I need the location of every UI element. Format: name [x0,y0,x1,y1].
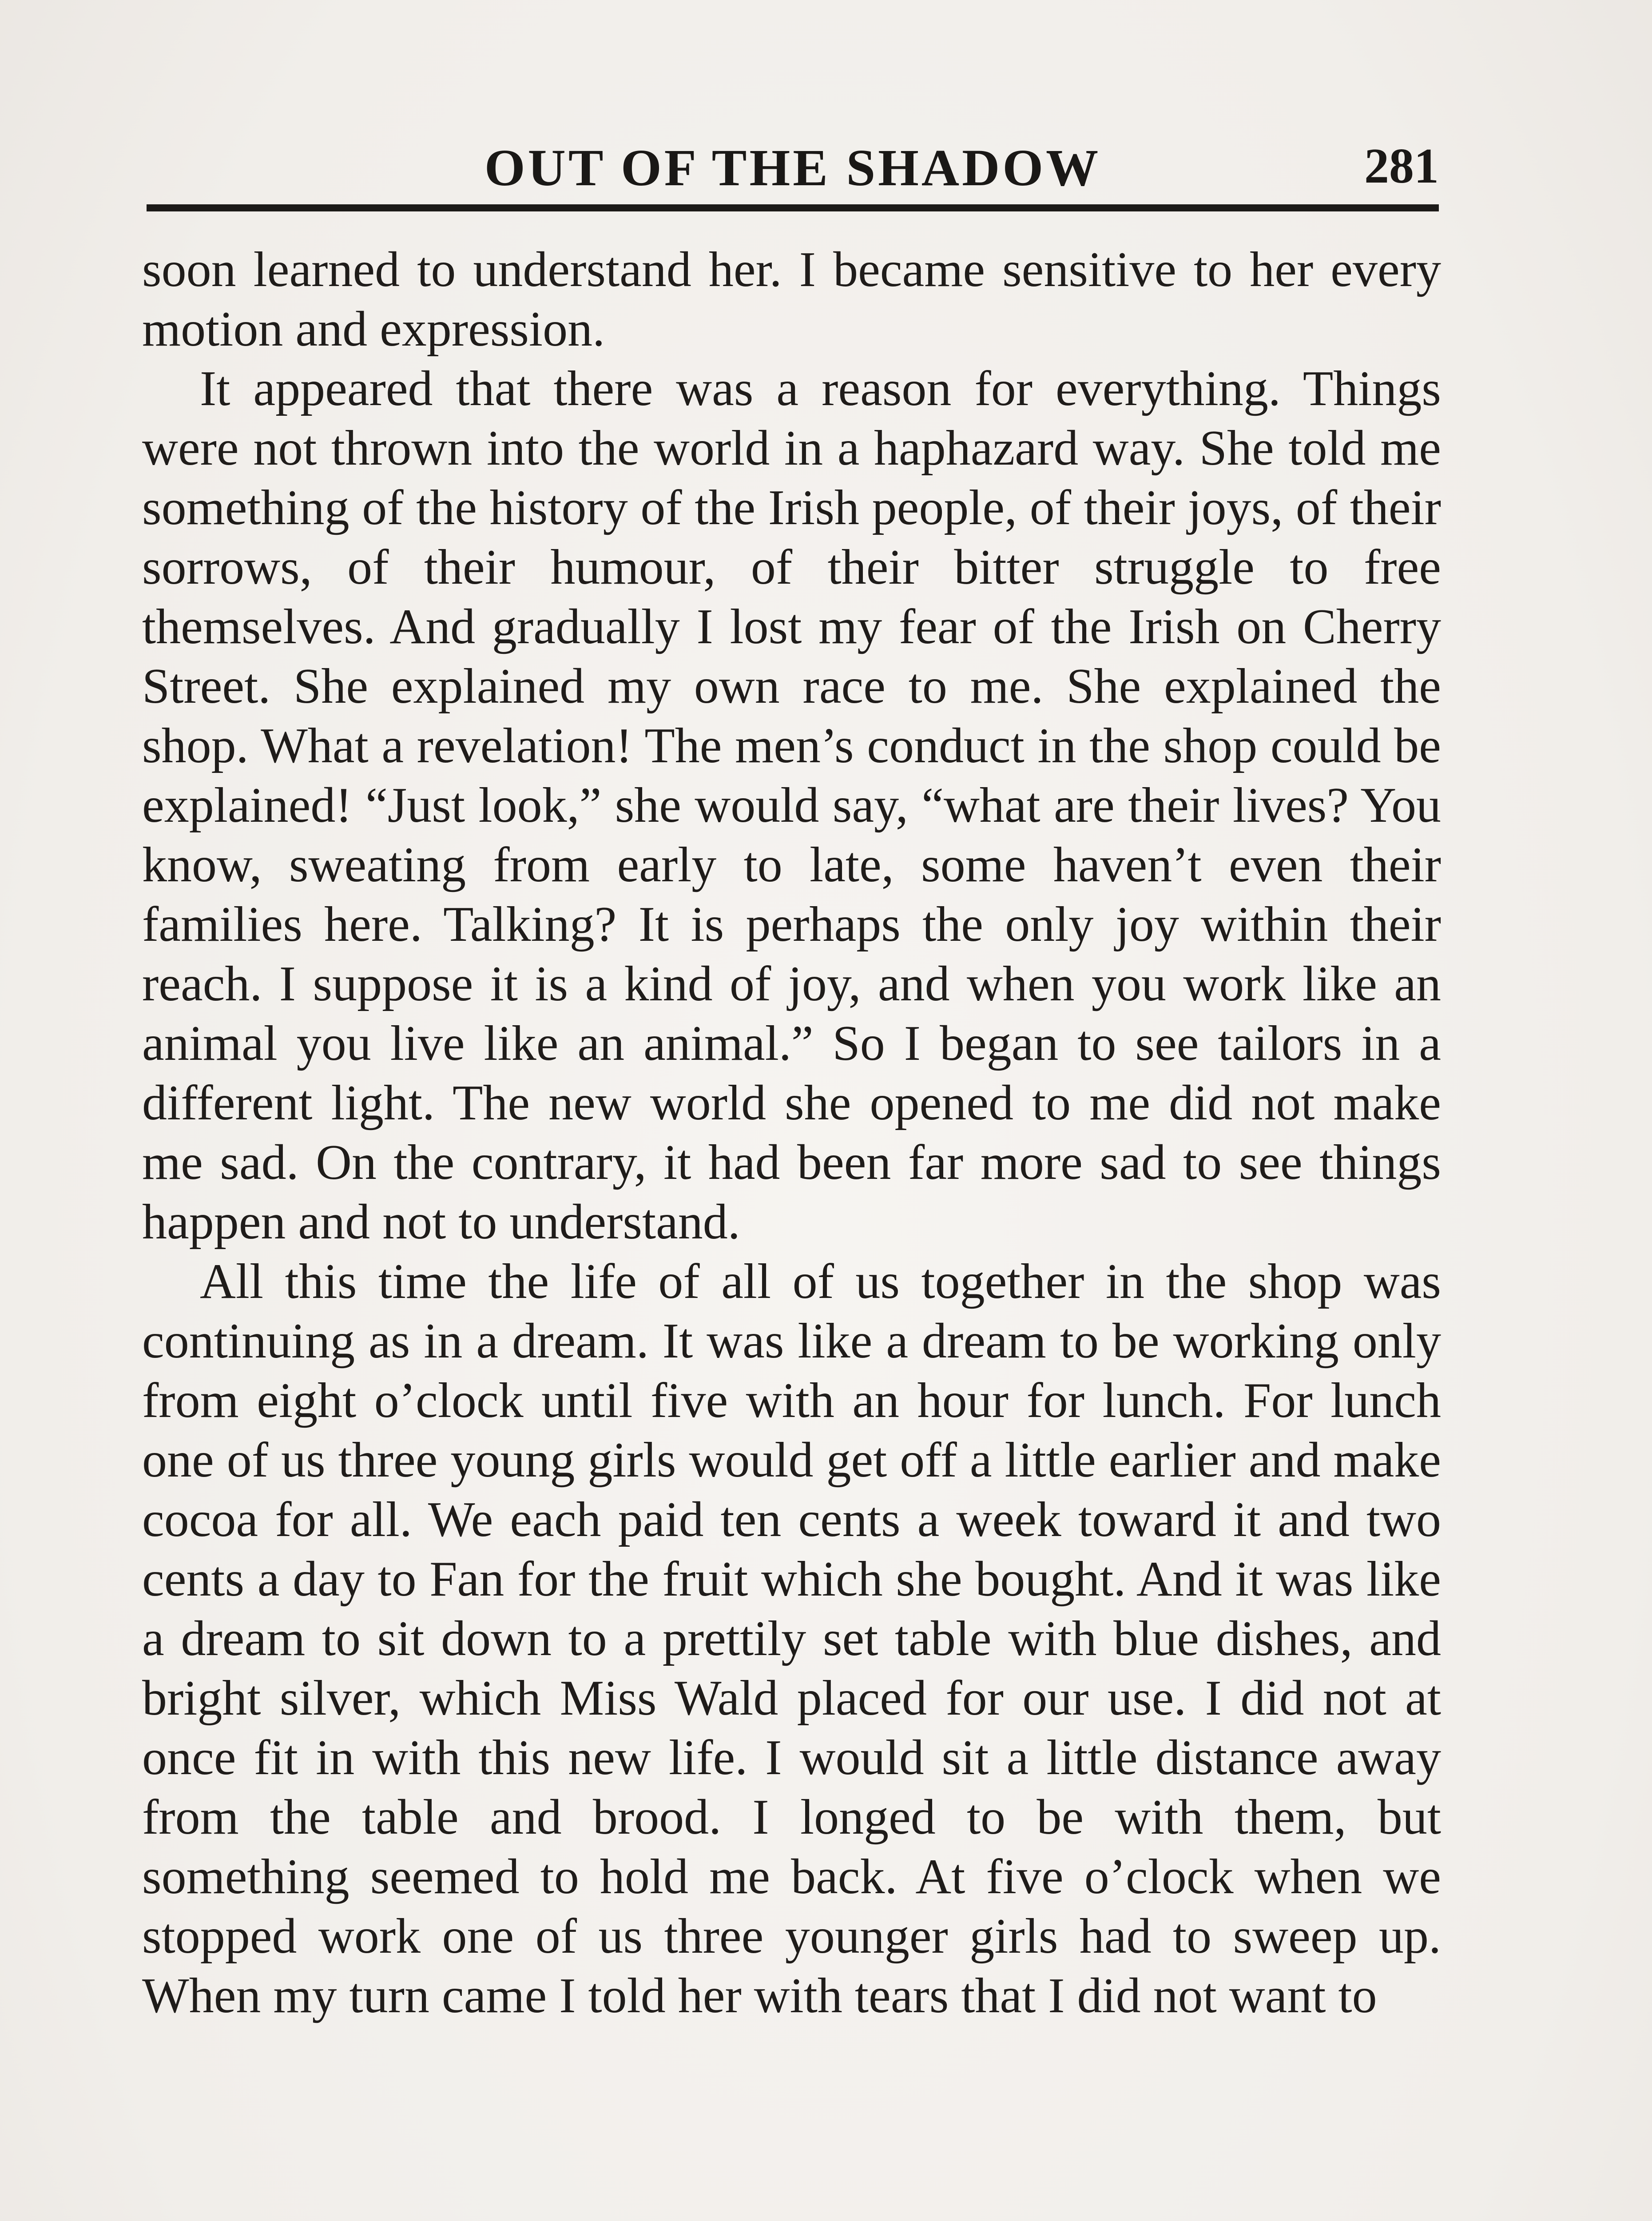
paragraph: All this time the life of all of us together in the shop was continuing as in a dream. It was like a dream to be working only from eight o’clock until five with an hour for lunch. For lunch one of us three young girls would get off a little earlier and make cocoa for all. We each paid ten cents a week toward it and two cents a day to Fan for the fruit which she bought. And it was like a dream to sit down to a prettily set table with blue dishes, and bright silver, which Miss Wald placed for our use. I did not at once fit in with this new life. I would sit a little distance away from the table and brood. I longed to be with them, but something seemed to hold me back. At five o’clock when we stopped work one of us three younger girls had to sweep up. When my turn came I told her with tears that I did not want to [142,1254,1441,2023]
header-rule [147,204,1439,211]
paragraph-continued: soon learned to understand her. I became sensitive to her every motion and expression. [142,242,1441,357]
page-number: 281 [1364,139,1439,194]
running-title: OUT OF THE SHADOW [484,139,1101,197]
paragraph: It appeared that there was a reason for everything. Things were not thrown into the world in a haphazard way. She told me something of the history of the Irish people, of their joys, of their sorrows, of their humour, of their bitter struggle to free themselves. And gradually I lost my fear of the Irish on Cherry Street. She explained my own race to me. She explained the shop. What a revelation! The men’s conduct in the shop could be explained! “Just look,” she would say, “what are their lives? You know, sweating from early to late, some haven’t even their families here. Talking? It is perhaps the only joy within their reach. I suppose it is a kind of joy, and when you work like an animal you live like an animal.” So I began to see tailors in a different light. The new world she opened to me did not make me sad. On the contrary, it had been far more sad to see things happen and not to understand. [142,361,1441,1250]
body-text [142,240,1441,2026]
running-head [147,133,1439,195]
